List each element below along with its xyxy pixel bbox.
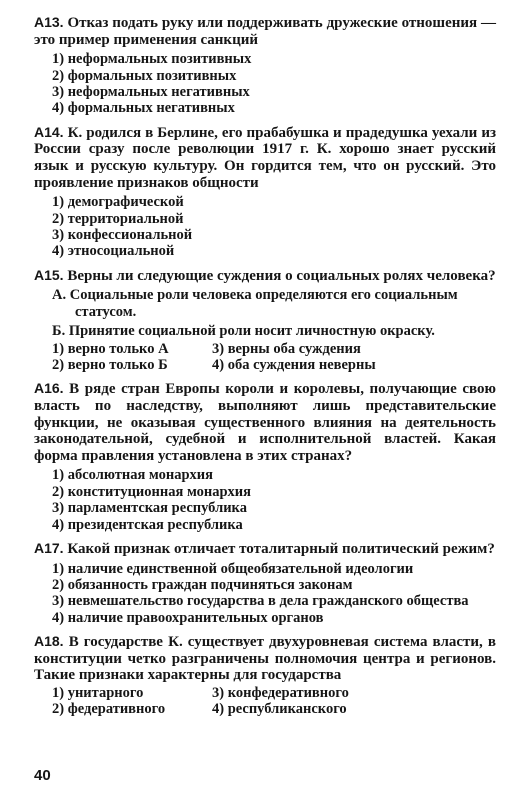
question-a17	[34, 540, 496, 626]
statement-b: Б. Принятие социальной роли носит личностную окраску.	[52, 323, 435, 340]
question-number: А16.	[34, 380, 64, 397]
answer-options	[34, 467, 496, 533]
question-stem	[34, 633, 496, 684]
answer-options	[34, 561, 496, 627]
question-a15	[34, 267, 496, 374]
answer-option: 4) наличие правоохранительных органов	[52, 609, 324, 626]
question-a14	[34, 124, 496, 260]
question-a16	[34, 380, 496, 533]
answer-option: 4) республиканского	[212, 701, 347, 718]
answer-option: 4) президентская республика	[52, 516, 243, 533]
page-content	[34, 14, 496, 725]
answer-option: 2) территориальной	[52, 210, 184, 227]
answer-options	[34, 341, 496, 374]
answer-option: 3) неформальных негативных	[52, 84, 250, 100]
answer-option: 2) формальных позитивных	[52, 67, 237, 84]
answer-option: 1) демографической	[52, 194, 184, 211]
answer-option: 2) верно только Б	[52, 357, 168, 374]
question-text: В ряде стран Европы короли и королевы, получающие свою власть по наследству, выполняют лишь представительские функции, не оказывая существенного влияния на деятельность законодательной, судебной и исполнительной властей. Какая форма правления установлена в этих странах?	[34, 381, 496, 464]
answer-option: 1) верно только А	[52, 340, 169, 357]
question-text: В государстве К. существует двухуровневая система власти, в конституции четко разграничены полномочия центра и регионов. Такие признаки характерны для государства	[34, 634, 496, 684]
question-number: А15.	[34, 266, 64, 283]
answer-option: 3) конфессиональной	[52, 227, 193, 243]
answer-options	[34, 685, 496, 718]
question-number: А17.	[34, 540, 64, 557]
statement-a: А. Социальные роли человека определяются его социальным статусом.	[52, 287, 458, 320]
question-a18	[34, 633, 496, 718]
answer-option: 3) верны оба суждения	[212, 340, 361, 357]
answer-option: 2) федеративного	[52, 701, 166, 718]
answer-option: 4) формальных негативных	[52, 100, 235, 117]
question-number: А13.	[34, 14, 64, 30]
question-text: Какой признак отличает тоталитарный политический режим?	[67, 541, 495, 558]
answer-option: 1) наличие единственной общеобязательной идеологии	[52, 560, 414, 577]
question-text: Отказ подать руку или поддерживать дружеские отношения — это пример применения санкций	[34, 15, 496, 48]
answer-option: 3) парламентская республика	[52, 500, 247, 517]
answer-option: 1) абсолютная монархия	[52, 467, 213, 484]
answer-option: 3) конфедеративного	[212, 685, 349, 702]
question-stem	[34, 124, 496, 191]
answer-option: 4) этносоциальной	[52, 243, 175, 260]
answer-option: 4) оба суждения неверны	[212, 357, 376, 374]
question-stem	[34, 14, 496, 48]
question-stem	[34, 380, 496, 464]
question-stem	[34, 540, 496, 558]
answer-options	[34, 51, 496, 117]
answer-option: 3) невмешательство государства в дела гражданского общества	[52, 593, 469, 610]
question-text: Верны ли следующие суждения о социальных ролях человека?	[67, 267, 496, 284]
answer-option: 2) обязанность граждан подчиняться законам	[52, 577, 353, 594]
question-text: К. родился в Берлине, его прабабушка и прадедушка уехали из России сразу после революции 1917 г. К. хорошо знает русский язык и русскую культуру. Он гордится тем, что он русский. Это проявление признаков общности	[34, 124, 497, 191]
question-number: А14.	[34, 123, 64, 140]
answer-option: 2) конституционная монархия	[52, 483, 252, 500]
answer-option: 1) унитарного	[52, 685, 144, 702]
question-number: А18.	[34, 633, 64, 650]
page-number: 40	[34, 767, 51, 784]
answer-option: 1) неформальных позитивных	[52, 51, 252, 68]
question-a13	[34, 14, 496, 117]
question-stem	[34, 267, 496, 285]
answer-options	[34, 194, 496, 260]
